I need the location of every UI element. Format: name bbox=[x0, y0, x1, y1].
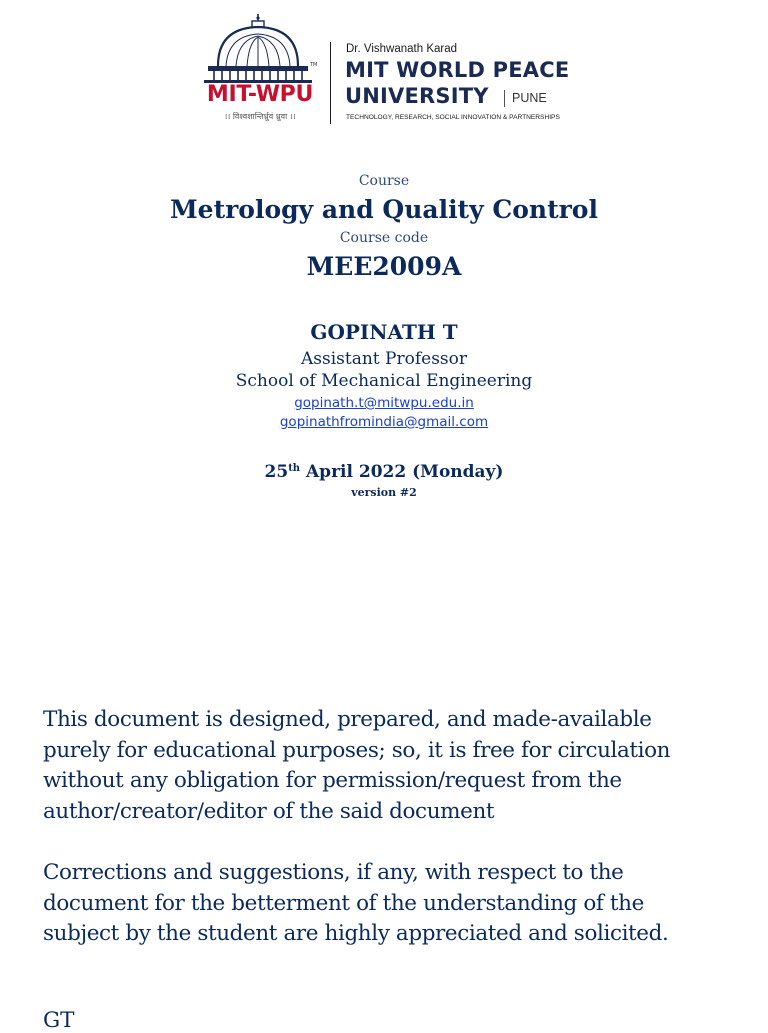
course-code: MEE2009A bbox=[306, 252, 462, 281]
paragraph-line: Corrections and suggestions, if any, with respect to the bbox=[43, 860, 624, 885]
logo-divider bbox=[330, 42, 331, 124]
paragraph-line: author/creator/editor of the said document bbox=[43, 799, 495, 825]
author-name: GOPINATH T bbox=[310, 320, 458, 344]
document-version: version #2 bbox=[351, 486, 417, 499]
email-link-university[interactable]: gopinath.t@mitwpu.edu.in bbox=[294, 395, 474, 411]
date-rest: April 2022 (Monday) bbox=[300, 462, 504, 482]
dome-icon bbox=[200, 14, 318, 84]
city-divider bbox=[504, 90, 505, 107]
course-title: Metrology and Quality Control bbox=[170, 195, 598, 224]
dome-emblem bbox=[198, 14, 322, 126]
trademark-mark: TM bbox=[310, 62, 318, 68]
date-day: 25 bbox=[264, 462, 289, 482]
sanskrit-motto: ।। विश्वशान्तिर्ध्रुवं ध्रुवा ।। bbox=[224, 112, 296, 121]
university-name-line2: UNIVERSITY bbox=[345, 84, 489, 108]
author-initials: GT bbox=[43, 1008, 75, 1033]
brand-wordmark: MIT-WPU bbox=[206, 82, 314, 107]
university-logo bbox=[198, 14, 590, 126]
paragraph-line: without any obligation for permission/request from the bbox=[43, 768, 622, 794]
disclaimer-paragraph bbox=[43, 705, 743, 828]
university-city: PUNE bbox=[512, 91, 547, 105]
paragraph-line: subject by the student are highly appreciated and solicited. bbox=[43, 921, 669, 947]
email-link-personal[interactable]: gopinathfromindia@gmail.com bbox=[279, 414, 489, 430]
university-prefix: Dr. Vishwanath Karad bbox=[346, 43, 458, 55]
course-code-label: Course code bbox=[339, 230, 429, 246]
course-label: Course bbox=[358, 173, 410, 189]
paragraph-line: document for the betterment of the understanding of the bbox=[43, 890, 644, 916]
document-date bbox=[0, 462, 768, 482]
author-school: School of Mechanical Engineering bbox=[235, 371, 533, 391]
university-tagline: TECHNOLOGY, RESEARCH, SOCIAL INNOVATION & PARTNERSHIPS bbox=[346, 114, 560, 121]
author-designation: Assistant Professor bbox=[301, 349, 467, 369]
date-suffix: th bbox=[288, 463, 301, 474]
university-name-line1: MIT WORLD PEACE bbox=[345, 58, 570, 82]
feedback-paragraph bbox=[43, 858, 743, 950]
paragraph-line: purely for educational purposes; so, it is free for circulation bbox=[43, 737, 671, 763]
paragraph-line: This document is designed, prepared, and made-available bbox=[43, 707, 652, 732]
